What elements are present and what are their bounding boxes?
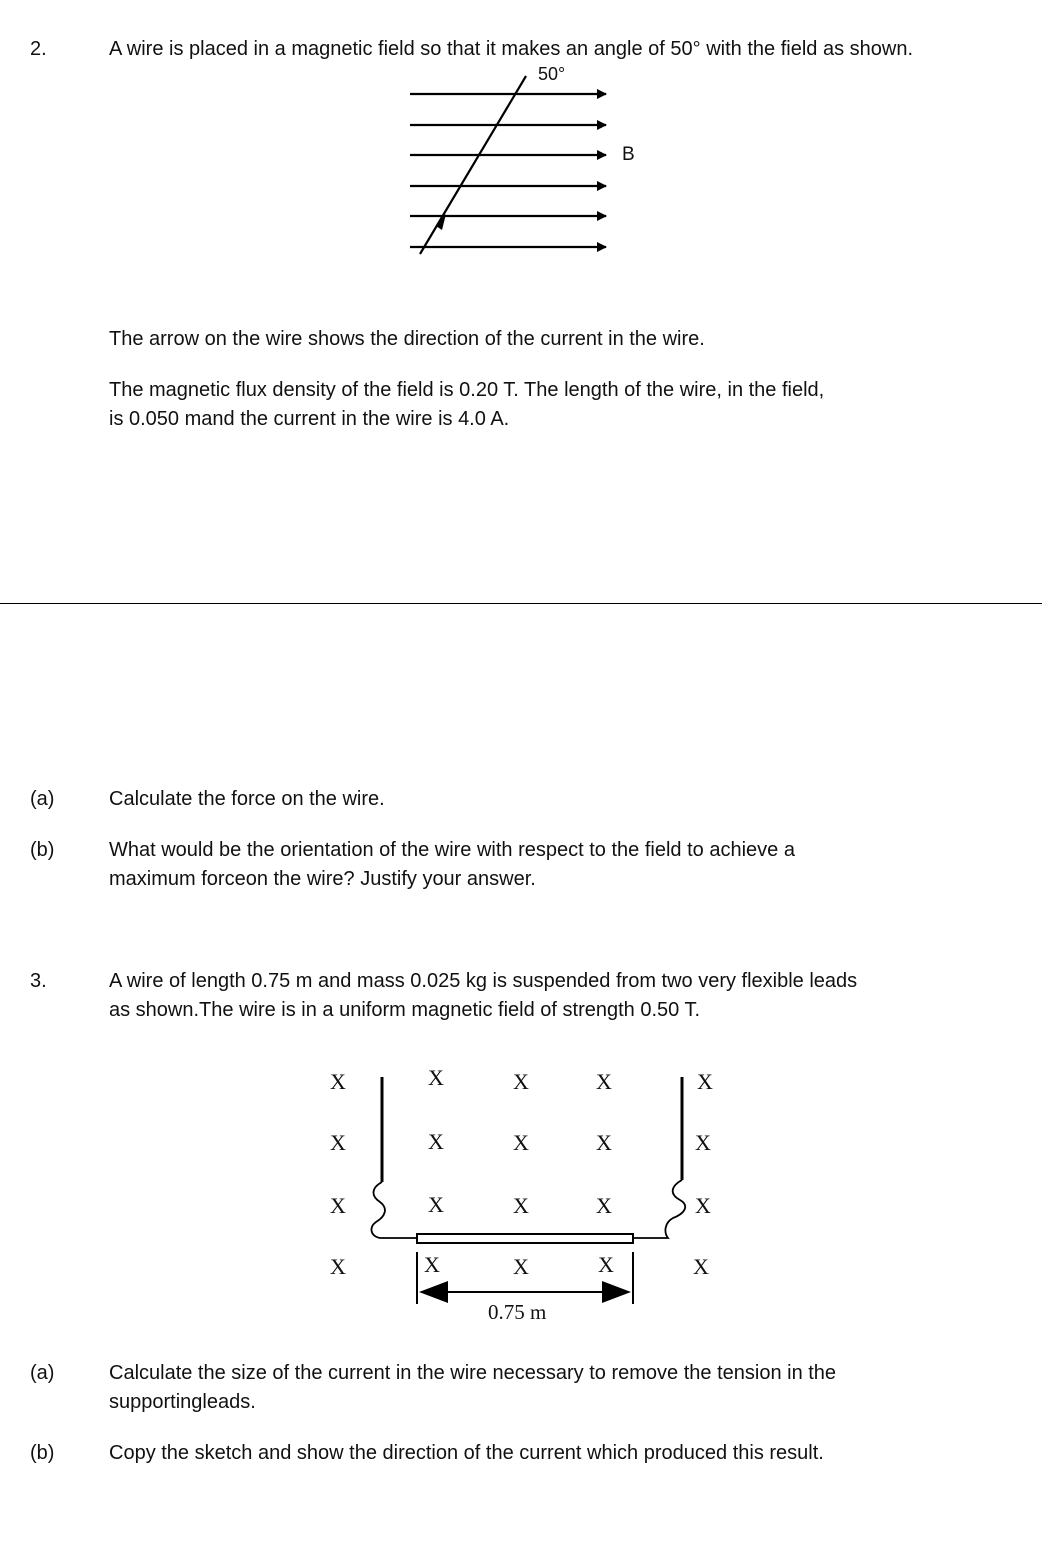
- q2b-label: (b): [30, 839, 55, 861]
- field-label-b: B: [622, 144, 635, 165]
- field-cross: X: [330, 1254, 346, 1279]
- field-cross: X: [428, 1129, 444, 1154]
- suspended-wire: [417, 1234, 633, 1243]
- field-cross: X: [513, 1193, 529, 1218]
- divider-line: [0, 603, 1042, 604]
- field-cross: X: [596, 1069, 612, 1094]
- wire: [420, 76, 526, 254]
- q3a-label: (a): [30, 1362, 55, 1384]
- field-cross: X: [513, 1069, 529, 1094]
- length-label: 0.75 m: [488, 1300, 547, 1324]
- field-cross: X: [513, 1254, 529, 1279]
- q2-intro: A wire is placed in a magnetic field so that it makes an angle of 50° with the field as shown.: [109, 38, 913, 60]
- field-lines: [410, 94, 606, 247]
- q2a-text: Calculate the force on the wire.: [109, 788, 385, 810]
- q3-intro-line2: as shown.The wire is in a uniform magnetic field of strength 0.50 T.: [109, 999, 701, 1021]
- field-cross: X: [428, 1065, 444, 1090]
- field-cross: X: [598, 1252, 614, 1277]
- field-cross: X: [513, 1130, 529, 1155]
- q2-para2-line2: is 0.050 mand the current in the wire is 4.0 A.: [109, 408, 510, 430]
- q2b-line1: What would be the orientation of the wire with respect to the field to achieve a: [109, 839, 795, 861]
- field-cross: X: [330, 1193, 346, 1218]
- field-cross: X: [695, 1193, 711, 1218]
- field-cross: X: [424, 1252, 440, 1277]
- cross-grid: [330, 1065, 713, 1279]
- field-cross: X: [596, 1193, 612, 1218]
- q2b-line2: maximum forceon the wire? Justify your answer.: [109, 868, 536, 890]
- q2-para2-line1: The magnetic flux density of the field is 0.20 T. The length of the wire, in the field,: [109, 379, 825, 401]
- field-cross: X: [596, 1130, 612, 1155]
- field-cross: X: [330, 1130, 346, 1155]
- field-cross: X: [695, 1130, 711, 1155]
- angle-label: 50°: [538, 64, 566, 84]
- current-arrow: [436, 214, 446, 230]
- q2-number: 2.: [30, 38, 47, 60]
- field-cross: X: [697, 1069, 713, 1094]
- dimension-arrow-left: [419, 1281, 448, 1303]
- q2a-label: (a): [30, 788, 55, 810]
- field-cross: X: [693, 1254, 709, 1279]
- q3a-line2: supportingleads.: [109, 1391, 256, 1413]
- q2-para1: The arrow on the wire shows the direction of the current in the wire.: [109, 328, 705, 350]
- right-flexible-lead: [633, 1180, 685, 1238]
- left-flexible-lead: [371, 1182, 417, 1238]
- q3b-text: Copy the sketch and show the direction of the current which produced this result.: [109, 1442, 824, 1464]
- field-cross: X: [428, 1192, 444, 1217]
- q3-intro-line1: A wire of length 0.75 m and mass 0.025 kg is suspended from two very flexible leads: [109, 970, 858, 992]
- dimension-arrow-right: [602, 1281, 631, 1303]
- field-cross: X: [330, 1069, 346, 1094]
- q3-number: 3.: [30, 970, 47, 992]
- q3a-line1: Calculate the size of the current in the wire necessary to remove the tension in the: [109, 1362, 837, 1384]
- q3b-label: (b): [30, 1442, 55, 1464]
